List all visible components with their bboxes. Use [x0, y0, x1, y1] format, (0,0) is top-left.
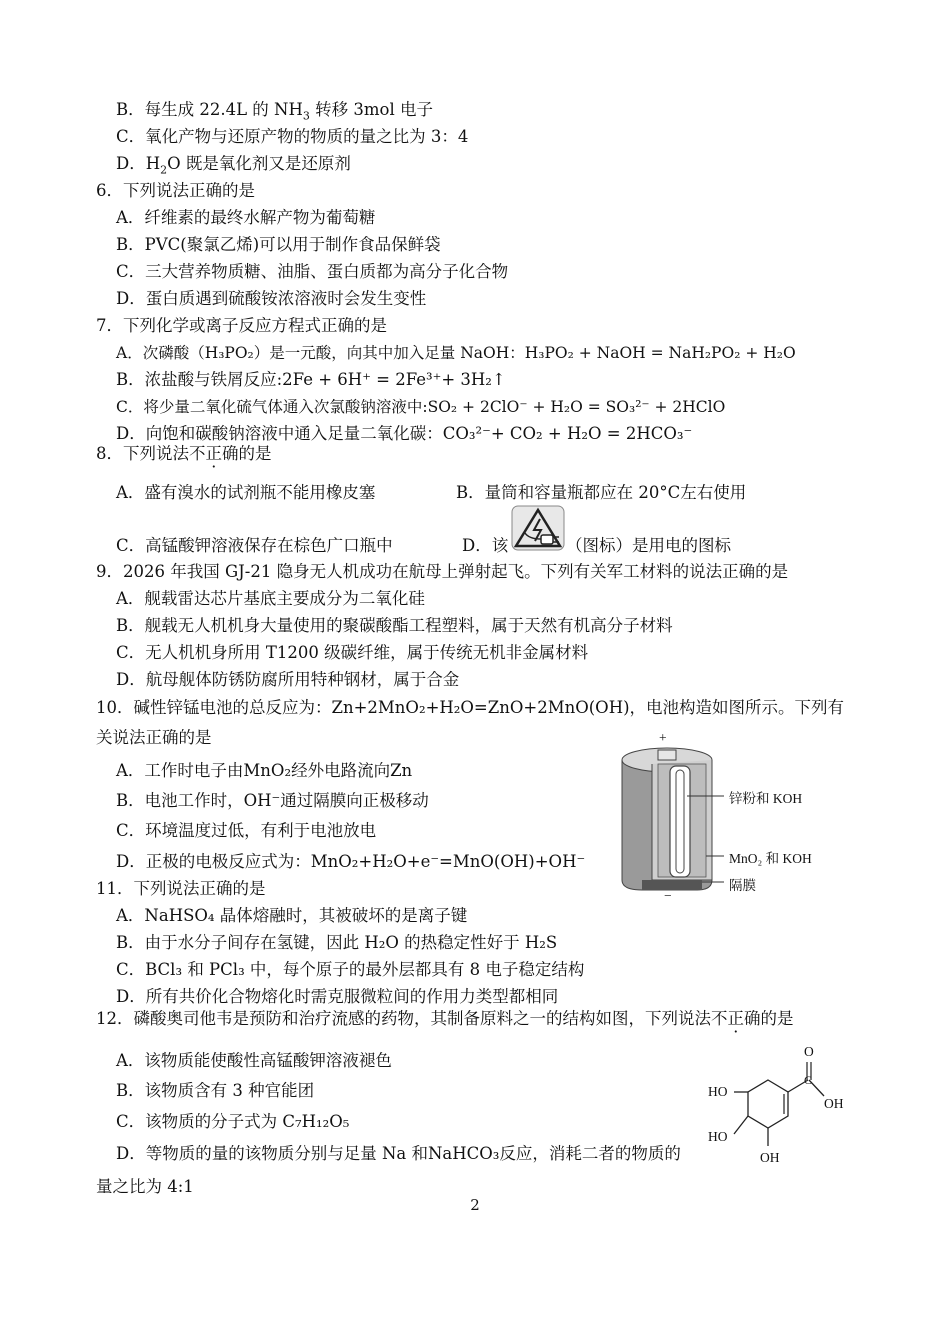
- hydroxyl-label-4: OH: [760, 1150, 780, 1165]
- q10-option-d: D．正极的电极反应式为：MnO₂+H₂O+e⁻=MnO(OH)+OH⁻: [116, 852, 586, 871]
- q11-option-a: A．NaHSO₄ 晶体熔融时，其被破坏的是离子键: [116, 906, 468, 925]
- q7-option-b: B．浓盐酸与铁屑反应:2Fe + 6H⁺ = 2Fe³⁺+ 3H₂↑: [116, 370, 506, 389]
- emphasis-text: 不正确: [189, 444, 239, 463]
- q5-option-c: C．氧化产物与还原产物的物质的量之比为 3：4: [116, 127, 469, 146]
- q7-option-c: C．将少量二氧化硫气体通入次氯酸钠溶液中:SO₂ + 2ClO⁻ + H₂O = SO₃²⁻ + 2HClO: [116, 398, 726, 416]
- q12-option-d-cont: 量之比为 4:1: [96, 1177, 194, 1196]
- q10-stem: 10．碱性锌锰电池的总反应为：Zn+2MnO₂+H₂O=ZnO+2MnO(OH)，电池构造如图所示。下列有: [96, 698, 845, 717]
- q6-stem: 6．下列说法正确的是: [96, 181, 255, 200]
- q11-option-d: D．所有共价化合物熔化时需克服微粒间的作用力类型都相同: [116, 987, 559, 1006]
- hydroxyl-label-1: OH: [824, 1096, 844, 1111]
- battery-minus-label: −: [664, 888, 672, 903]
- q10-stem-cont: 关说法正确的是: [96, 728, 212, 747]
- q9-stem: 9．2026 年我国 GJ-21 隐身无人机成功在航母上弹射起飞。下列有关军工材料的说法正确的是: [96, 562, 789, 581]
- q11-option-b: B．由于水分子间存在氢键，因此 H₂O 的热稳定性好于 H₂S: [116, 933, 558, 952]
- q6-option-b: B．PVC(聚氯乙烯)可以用于制作食品保鲜袋: [116, 235, 441, 254]
- oxygen-label: O: [804, 1044, 814, 1059]
- q11-stem: 11．下列说法正确的是: [96, 879, 266, 898]
- electric-plug-icon: [511, 505, 565, 551]
- q10-option-b: B．电池工作时，OH⁻通过隔膜向正极移动: [116, 791, 429, 810]
- q5-option-d: D．$H_2O$ 既是氧化剂又是还原剂: [116, 154, 351, 177]
- q8-option-c: C．高锰酸钾溶液保存在棕色广口瓶中: [116, 536, 393, 555]
- q7-option-d: D．向饱和碳酸钠溶液中通入足量二氧化碳：CO₃²⁻+ CO₂ + H₂O = 2HCO₃⁻: [116, 424, 693, 443]
- q9-option-a: A．舰载雷达芯片基底主要成分为二氧化硅: [116, 589, 425, 608]
- q5-option-b: B．每生成 22.4L 的 $NH_3$ 转移 3mol 电子: [116, 100, 433, 123]
- q9-option-b: B．舰载无人机机身大量使用的聚碳酸酯工程塑料，属于天然有机高分子材料: [116, 616, 673, 635]
- q12-option-b: B．该物质含有 3 种官能团: [116, 1081, 315, 1100]
- carbon-label: C: [804, 1073, 813, 1087]
- q10-option-a: A．工作时电子由MnO₂经外电路流向Zn: [116, 761, 413, 780]
- battery-diagram: [612, 730, 852, 905]
- q8-option-d-a: D．该: [462, 536, 509, 555]
- q8-option-a: A．盛有溴水的试剂瓶不能用橡皮塞: [116, 483, 376, 502]
- page-number: 2: [470, 1196, 480, 1214]
- q12-option-c: C．该物质的分子式为 C₇H₁₂O₅: [116, 1112, 350, 1131]
- chemical-structure: [700, 1044, 860, 1170]
- hydroxyl-label-3: HO: [708, 1129, 728, 1144]
- q12-option-d: D．等物质的量的该物质分别与足量 Na 和NaHCO₃反应，消耗二者的物质的: [116, 1144, 681, 1163]
- q7-stem: 7．下列化学或离子反应方程式正确的是: [96, 316, 387, 335]
- zinc-koh-label: 锌粉和 KOH: [729, 791, 803, 806]
- battery-plus-label: +: [659, 730, 667, 745]
- q12-option-a: A．该物质能使酸性高锰酸钾溶液褪色: [116, 1051, 392, 1070]
- q8-stem: 8．下列说法不正确的是: [96, 444, 272, 463]
- hydroxyl-label-2: HO: [708, 1084, 728, 1099]
- q12-stem: 12．磷酸奥司他韦是预防和治疗流感的药物，其制备原料之一的结构如图，下列说法不正确的是: [96, 1009, 794, 1028]
- separator-label: 隔膜: [729, 878, 756, 893]
- q7-option-a: A．次磷酸（H₃PO₂）是一元酸，向其中加入足量 NaOH：H₃PO₂ + NaOH = NaH₂PO₂ + H₂O: [116, 344, 796, 362]
- q10-option-c: C．环境温度过低，有利于电池放电: [116, 821, 377, 840]
- q6-option-d: D．蛋白质遇到硫酸铵浓溶液时会发生变性: [116, 289, 427, 308]
- q8-option-d-b: （图标）是用电的图标: [566, 536, 731, 555]
- q8-option-b: B．量筒和容量瓶都应在 20°C左右使用: [456, 483, 747, 502]
- emphasis-text: 不正确: [711, 1009, 761, 1028]
- q6-option-c: C．三大营养物质糖、油脂、蛋白质都为高分子化合物: [116, 262, 509, 281]
- q11-option-c: C．BCl₃ 和 PCl₃ 中，每个原子的最外层都具有 8 电子稳定结构: [116, 960, 585, 979]
- mno2-koh-label: MnO₂ 和 KOH: [729, 851, 812, 866]
- q9-option-c: C．无人机机身所用 T1200 级碳纤维，属于传统无机非金属材料: [116, 643, 589, 662]
- q9-option-d: D．航母舰体防锈防腐所用特种钢材，属于合金: [116, 670, 460, 689]
- q6-option-a: A．纤维素的最终水解产物为葡萄糖: [116, 208, 376, 227]
